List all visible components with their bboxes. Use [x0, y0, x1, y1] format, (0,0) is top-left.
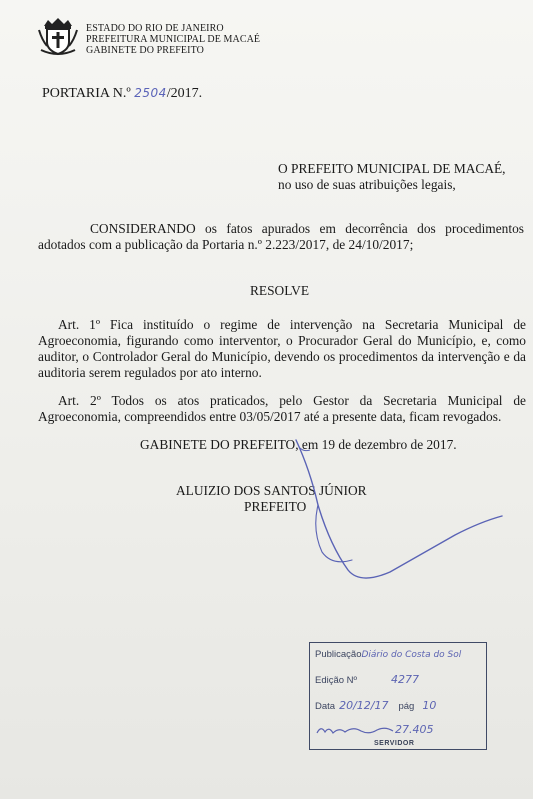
- stamp-edicao-row: [315, 673, 419, 686]
- considerando-paragraph: [38, 221, 524, 253]
- stamp-publicacao-value: Diário do Costa do Sol: [361, 650, 462, 660]
- stamp-publicacao-label: Publicação: [315, 649, 362, 660]
- letterhead: [86, 23, 260, 56]
- article-2: Art. 2º Todos os atos praticados, pelo Gestor da Secretaria Municipal de Agroeconomia, compreendidos entre 03/05/2017 até a presente data, ficam revogados.: [38, 393, 526, 424]
- stamp-data-value: 20/12/17: [339, 699, 389, 712]
- publication-stamp: [309, 642, 487, 750]
- portaria-year: /2017.: [166, 86, 203, 101]
- stamp-data-label: Data: [315, 701, 336, 712]
- signature-block: [176, 483, 367, 515]
- letterhead-state: ESTADO DO RIO DE JANEIRO: [86, 23, 224, 34]
- portaria-handwritten-number: 2504: [134, 86, 167, 100]
- signatory-title: PREFEITO: [244, 499, 307, 514]
- intro-authority: O PREFEITO MUNICIPAL DE MACAÉ,: [278, 161, 506, 176]
- letterhead-office: GABINETE DO PREFEITO: [86, 45, 204, 56]
- letterhead-prefecture: PREFEITURA MUNICIPAL DE MACAÉ: [86, 34, 261, 45]
- considerando-text: os fatos apurados em decorrência dos procedimentos adotados com a publicação da Portaria n.º 2.223/2017, de 24/10/2017;: [38, 221, 524, 252]
- intro-attributions: no uso de suas atribuições legais,: [278, 177, 456, 192]
- stamp-servidor-number: 27.405: [395, 723, 434, 736]
- servidor-signature: [315, 723, 395, 737]
- signatory-name: ALUIZIO DOS SANTOS JÚNIOR: [176, 483, 367, 498]
- stamp-servidor-label: SERVIDOR: [374, 740, 415, 747]
- stamp-edicao-value: 4277: [391, 673, 420, 686]
- stamp-pag-value: 10: [422, 699, 437, 712]
- intro-block: [278, 161, 523, 193]
- portaria-prefix: PORTARIA N.º: [42, 86, 135, 101]
- article-1: Art. 1º Fica instituído o regime de intervenção na Secretaria Municipal de Agroeconomia, figurando como interventor, o Procurador Geral do Município, e, como auditor, o Controlador Geral do Município, devendo os procedimentos da intervenção e da auditoria serem regulados por ato interno.: [38, 317, 526, 380]
- stamp-data-row: [315, 699, 436, 712]
- resolve-heading: RESOLVE: [250, 283, 310, 298]
- closing-line: GABINETE DO PREFEITO, em 19 de dezembro de 2017.: [140, 437, 457, 452]
- stamp-pag-label: pág: [398, 701, 415, 712]
- stamp-edicao-label: Edição Nº: [315, 675, 358, 686]
- portaria-heading: [42, 86, 202, 102]
- stamp-publicacao-row: [315, 649, 461, 660]
- considerando-lead: CONSIDERANDO: [90, 221, 196, 236]
- macae-coat-of-arms-icon: [38, 16, 78, 56]
- stamp-servidor-row: [315, 723, 434, 737]
